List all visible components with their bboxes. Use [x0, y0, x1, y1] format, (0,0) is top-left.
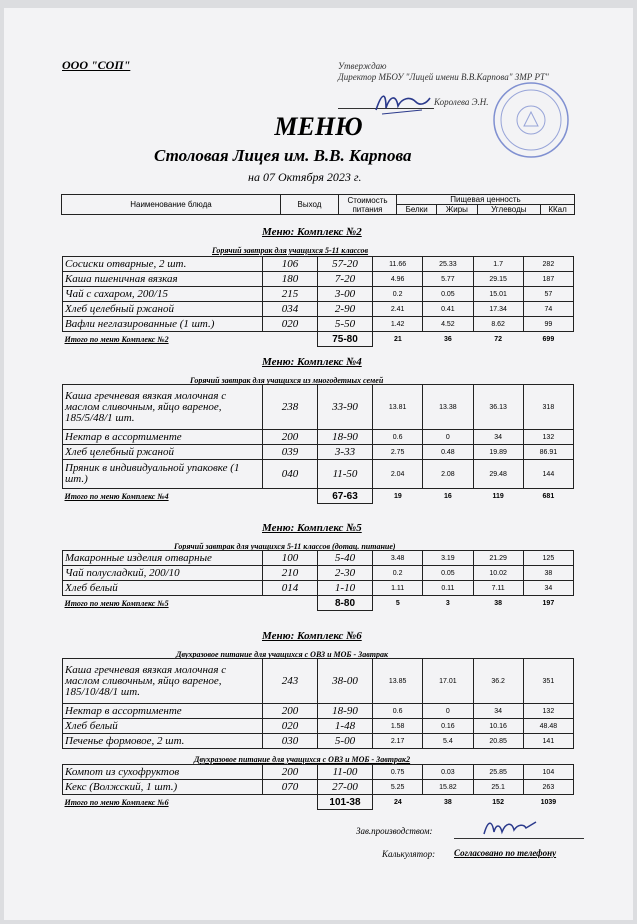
menu-table-complex-2 [62, 256, 574, 347]
menu-document [4, 8, 633, 920]
table-row: Макаронные изделия отварные 100 5-40 3.48 3.19 21.29 125 [63, 551, 574, 566]
page-title: МЕНЮ [274, 112, 363, 141]
col-cost-header: Стоимость питания [339, 195, 397, 215]
table-row: Пряник в индивидуальной упаковке (1 шт.) 040 11-50 2.04 2.08 29.48 144 [63, 460, 574, 489]
col-fat-header: Жиры [437, 205, 477, 215]
total-row: Итого по меню Комплекс №4 67-63 19 16 119 681 [64, 490, 555, 502]
table-row: Каша гречневая вязкая молочная с маслом сливочным, яйцо вареное, 185/5/48/1 шт. 238 33-90 13.81 13.38 36.13 318 [63, 385, 574, 430]
col-name-header: Наименование блюда [62, 195, 281, 215]
section-title: Меню: Комплекс №6 [262, 630, 362, 642]
section-title: Меню: Комплекс №5 [262, 522, 362, 534]
table-row: Каша гречневая вязкая молочная с маслом сливочным, яйцо вареное, 185/10/48/1 шт. 243 38-00 13.85 17.01 36.2 351 [63, 659, 574, 704]
menu-table-complex-5 [62, 550, 574, 611]
table-row: Чай с сахаром, 200/15 215 3-00 0.2 0.05 15.01 57 [63, 287, 574, 302]
organization-name: ООО "СОП" [62, 58, 131, 72]
total-row: Итого по меню Комплекс №5 8-80 5 3 38 197 [64, 597, 555, 609]
total-row: Итого по меню Комплекс №2 75-80 21 36 72 699 [64, 333, 555, 345]
col-nutrition-header: Пищевая ценность [397, 195, 575, 205]
calculator-label: Калькулятор: [382, 849, 436, 859]
section-title: Меню: Комплекс №2 [262, 226, 362, 238]
approval-label: Утверждаю [338, 61, 387, 71]
table-row: Хлеб белый 014 1-10 1.11 0.11 7.11 34 [63, 581, 574, 596]
menu-table-complex-6-breakfast2 [62, 764, 574, 810]
group-subtitle: Горячий завтрак для учащихся из многодетных семей [190, 376, 384, 385]
table-row: Каша пшеничная вязкая 180 7-20 4.96 5.77 29.15 187 [63, 272, 574, 287]
menu-table-complex-6-breakfast [62, 658, 574, 749]
section-title: Меню: Комплекс №4 [262, 356, 362, 368]
calculator-value: Согласовано по телефону [454, 848, 557, 858]
group-subtitle: Двухразовое питание для учащихся с ОВЗ и МОБ - Завтрак [176, 650, 389, 659]
menu-table-complex-4 [62, 384, 574, 504]
column-header-table [61, 194, 575, 215]
table-row: Печенье формовое, 2 шт. 030 5-00 2.17 5.4 20.85 141 [63, 734, 574, 749]
table-row: Хлеб целебный ржаной 039 3-33 2.75 0.48 19.89 86.91 [63, 445, 574, 460]
table-row: Нектар в ассортименте 200 18-90 0.6 0 34 132 [63, 704, 574, 719]
menu-date: на 07 Октября 2023 г. [248, 170, 362, 184]
group-subtitle: Двухразовое питание для учащихся с ОВЗ и МОБ - Завтрак2 [194, 755, 411, 764]
total-row: Итого по меню Комплекс №6 101-38 24 38 152 1039 [64, 796, 557, 808]
director-title: Директор МБОУ "Лицей имени В.В.Карпова" ЗМР РТ" [338, 72, 549, 82]
group-subtitle: Горячий завтрак для учащихся 5-11 классов [212, 246, 369, 255]
table-row: Вафли неглазированные (1 шт.) 020 5-50 1.42 4.52 8.62 99 [63, 317, 574, 332]
col-carbs-header: Углеводы [477, 205, 541, 215]
table-row: Хлеб целебный ржаной 034 2-90 2.41 0.41 17.34 74 [63, 302, 574, 317]
table-row: Чай полусладкий, 200/10 210 2-30 0.2 0.05 10.02 38 [63, 566, 574, 581]
table-row: Нектар в ассортименте 200 18-90 0.6 0 34 132 [63, 430, 574, 445]
production-label: Зав.производством: [356, 826, 433, 836]
table-row: Хлеб белый 020 1-48 1.58 0.16 10.16 48.48 [63, 719, 574, 734]
production-signature-icon [480, 816, 540, 840]
col-kcal-header: ККал [541, 205, 575, 215]
director-name: Королева Э.Н. [434, 97, 489, 107]
table-row: Кекс (Волжский, 1 шт.) 070 27-00 5.25 15.82 25.1 263 [63, 780, 574, 795]
col-protein-header: Белки [397, 205, 437, 215]
col-yield-header: Выход [281, 195, 339, 215]
group-subtitle: Горячий завтрак для учащихся 5-11 классов (дотац. питание) [174, 542, 396, 551]
table-row: Сосиски отварные, 2 шт. 106 57-20 11.66 25.33 1.7 282 [63, 257, 574, 272]
table-row: Компот из сухофруктов 200 11-00 0.75 0.03 25.85 104 [63, 765, 574, 780]
canteen-name: Столовая Лицея им. В.В. Карпова [154, 146, 412, 165]
